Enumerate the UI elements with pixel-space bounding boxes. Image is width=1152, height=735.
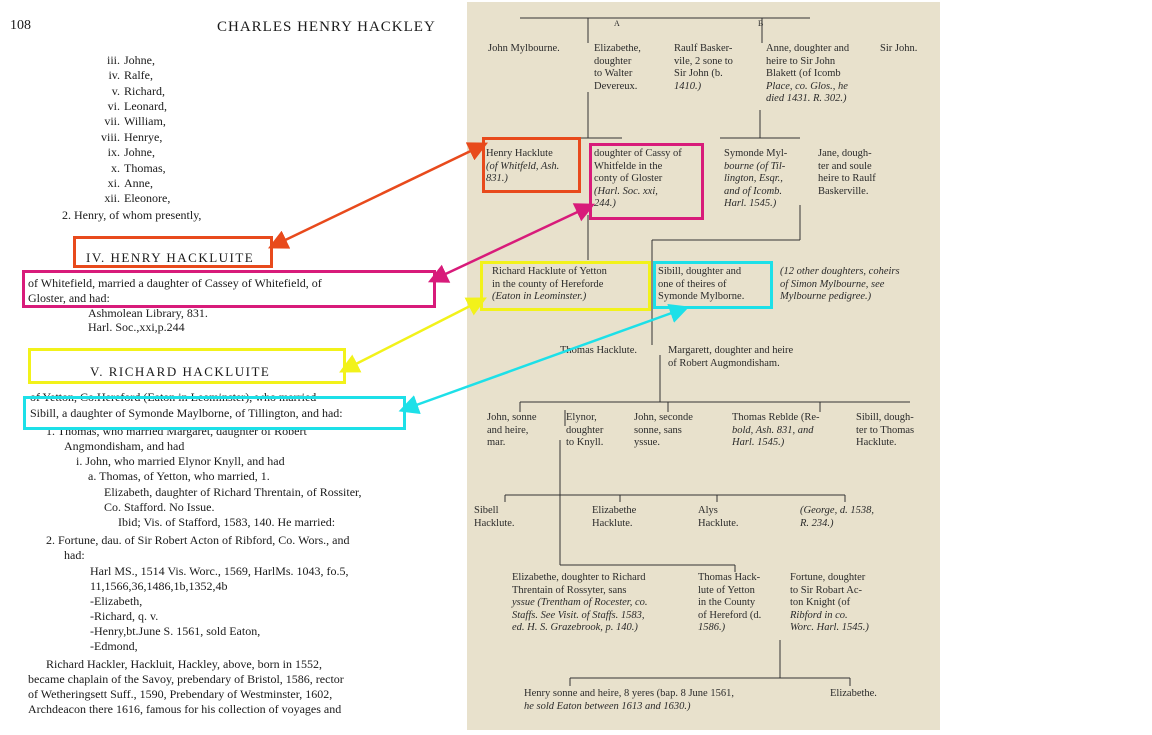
child-name: Thomas, [124, 161, 166, 175]
child-num: viii. [100, 130, 120, 144]
tree-entry-sibill-2: Sibill, dough- ter to Thomas Hacklute. [856, 412, 915, 448]
tree-entry-other-daughters: (12 other doughters, coheirs of Simon Mylbourne, see Mylbourne pedigree.) [780, 266, 900, 302]
heading-iv: IV. HENRY HACKLUITE [86, 250, 255, 265]
arrow-yellow [348, 302, 478, 368]
v-text: -Henry,bt.June S. 1561, sold Eaton, [90, 624, 261, 638]
child-num: iii. [106, 53, 120, 67]
tree-entry-mylbourne: John Mylbourne. [488, 43, 560, 54]
child-num: x. [111, 161, 120, 175]
paragraph-line: of Wetheringsett Suff., 1590, Prebendary of Westminster, 1602, [28, 687, 333, 701]
tree-entry-john-seconde: John, seconde sonne, sans yssue. [634, 412, 693, 448]
tree-entry-thomas: Thomas Hacklute. [560, 345, 637, 356]
iv-ref: Ashmolean Library, 831. [88, 306, 208, 320]
tree-entry-raulf: Raulf Basker- vile, 2 sone to Sir John (b. 1410.) [674, 43, 733, 92]
tree-entry-elizabethe-3: Elizabethe, doughter to Richard Threntain of Rossyter, sans yssue (Trentham of Rocester, co. Staffs. See Visit. of Staffs. 1583, ed. H. S. Grazebrook, p. 140.) [512, 572, 648, 633]
tree-entry-fortune: Fortune, doughter to Sir Robart Ac- ton Knight (of Ribford in co. Worc. Harl. 1545.) [790, 572, 869, 633]
v-text: a. Thomas, of Yetton, who married, 1. [88, 469, 270, 483]
running-title: CHARLES HENRY HACKLEY [217, 19, 436, 35]
v-text: had: [64, 548, 85, 562]
child-num: vii. [104, 114, 120, 128]
arrow-orange [277, 147, 479, 244]
tree-entry-richard: Richard Hacklute of Yetton in the county of Hereforde (Eaton in Leominster.) [492, 266, 607, 302]
tree-entry-sibell: Sibell Hacklute. [474, 505, 515, 529]
tree-entry-henry-sonne: Henry sonne and heire, 8 yeres (bap. 8 June 1561, he sold Eaton between 1613 and 1630.) [524, 688, 734, 712]
v-text: 1. Thomas, who married Margaret, daughter of Robert [46, 424, 307, 438]
v-text: -Elizabeth, [90, 594, 143, 608]
paragraph-line: Richard Hackler, Hackluit, Hackley, above, born in 1552, [46, 657, 322, 671]
iv-text: of Whitefield, married a daughter of Cassey of Whitefield, of [28, 276, 322, 290]
child-name: Richard, [124, 84, 165, 98]
henry-note: 2. Henry, of whom presently, [62, 208, 202, 222]
tree-entry-elizabethe-4: Elizabethe. [830, 688, 877, 699]
v-text: -Edmond, [90, 639, 138, 653]
child-name: Henrye, [124, 130, 163, 144]
iv-ref: Harl. Soc.,xxi,p.244 [88, 320, 185, 334]
tree-entry-jane: Jane, dough- ter and soule heire to Raulf Baskerville. [818, 148, 876, 197]
v-text: i. John, who married Elynor Knyll, and had [76, 454, 285, 468]
v-text: Sibill, a daughter of Symonde Maylborne, of Tillington, and had: [30, 406, 343, 420]
tree-entry-sibill: Sibill, doughter and one of theires of Symonde Mylborne. [658, 266, 745, 302]
v-text: Elizabeth, daughter of Richard Threntain, of Rossiter, [104, 485, 362, 499]
child-num: iv. [108, 68, 120, 82]
v-text: Ibid; Vis. of Stafford, 1583, 140. He married: [118, 515, 336, 529]
arrow-cyan [408, 310, 680, 408]
v-text: of Yetton, Co.Hereford (Eaton in Leominster), who married [30, 390, 317, 404]
child-num: v. [111, 84, 120, 98]
child-name: Johne, [124, 53, 155, 67]
child-name: William, [124, 114, 166, 128]
child-name: Anne, [124, 176, 153, 190]
v-text: Harl MS., 1514 Vis. Worc., 1569, HarlMs. 1043, fo.5, [90, 564, 349, 578]
v-text: -Richard, q. v. [90, 609, 159, 623]
v-text: Co. Stafford. No Issue. [104, 500, 215, 514]
tree-entry-thomas-hack: Thomas Hack- lute of Yetton in the County of Hereford (d. 1586.) [698, 572, 762, 633]
branch-label-b: B [758, 19, 764, 28]
tree-entry-henry: Henry Hacklute (of Whitfeld, Ash. 831.) [486, 148, 560, 184]
child-num: xii. [104, 191, 120, 205]
paragraph-line: Archdeacon there 1616, famous for his collection of voyages and [28, 702, 342, 716]
tree-entry-alys: Alys Hacklute. [698, 505, 739, 529]
child-num: xi. [107, 176, 120, 190]
page-number: 108 [10, 18, 31, 33]
tree-entry-elizabethe-2: Elizabethe Hacklute. [592, 505, 637, 529]
tree-entry-margarett: Margarett, doughter and heire of Robert Augmondisham. [668, 345, 794, 369]
tree-entry-elynor: Elynor, doughter to Knyll. [566, 412, 604, 448]
tree-entry-george: (George, d. 1538, R. 234.) [800, 505, 874, 529]
branch-label-a: A [614, 19, 620, 28]
tree-entry-anne: Anne, doughter and heire to Sir John Blakett (of Icomb Place, co. Glos., he died 1431. R. 302.) [766, 43, 850, 104]
v-text: 11,1566,36,1486,1b,1352,4b [90, 579, 228, 593]
child-name: Ralfe, [124, 68, 153, 82]
heading-v: V. RICHARD HACKLUITE [90, 364, 271, 379]
tree-entry-john-sonne: John, sonne and heire, mar. [487, 412, 537, 448]
tree-entry-elizabethe: Elizabethe, doughter to Walter Devereux. [594, 43, 641, 92]
paragraph-line: became chaplain of the Savoy, prebendary of Bristol, 1586, rector [28, 672, 344, 686]
tree-entry-symonde: Symonde Myl- bourne (of Til- lington, Esqr., and of Icomb. Harl. 1545.) [724, 148, 788, 209]
tree-entry-cassy: doughter of Cassy of Whitfelde in the conty of Gloster (Harl. Soc. xxi, 244.) [594, 148, 682, 209]
v-text: Angmondisham, and had [64, 439, 185, 453]
child-name: Eleonore, [124, 191, 171, 205]
child-name: Leonard, [124, 99, 167, 113]
tree-entry-thomas-reblde: Thomas Reblde (Re- bold, Ash. 831, and Harl. 1545.) [732, 412, 820, 448]
arrow-magenta [437, 208, 586, 278]
iv-text: Gloster, and had: [28, 291, 110, 305]
tree-entry-sir-john: Sir John. [880, 43, 918, 54]
child-num: ix. [107, 145, 120, 159]
v-text: 2. Fortune, dau. of Sir Robert Acton of Ribford, Co. Wors., and [46, 533, 350, 547]
child-num: vi. [107, 99, 120, 113]
child-name: Johne, [124, 145, 155, 159]
